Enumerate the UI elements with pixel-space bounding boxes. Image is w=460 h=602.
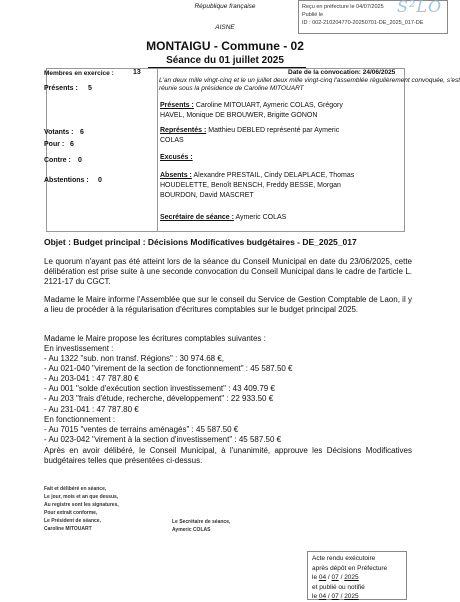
paragraph-conclusion: Après en avoir délibéré, le Conseil Municipal, à l'unanimité, approuve les Décisions Modificatives budgétaires telles que présentées ci-dessus. [44, 446, 412, 465]
presents-names-2: HAVEL, Monique DE BROUWER, Brigitte GONON [160, 112, 318, 119]
convocation-intro [159, 77, 460, 93]
convocation-intro-line-2: réunie sous la présidence de Caroline MITOUART [159, 85, 304, 92]
convocation-intro-line-1: L'an deux mille vingt-cinq et le un juillet deux mille vingt-cinq l'assemblée régulièrement convoquée, s'est [159, 77, 460, 84]
stamp-line-id: ID : 002-210204770-20250701-DE_2025_017-DE [302, 20, 424, 26]
paragraph-proposal: Madame le Maire propose les écritures comptables suivantes : [44, 334, 266, 343]
secretaire-heading: Secrétaire de séance : [160, 214, 234, 221]
ecriture-line: - Au 021-040 "virement de la section de fonctionnement" : 45 587.50 € [44, 364, 293, 374]
signature-line: Pour extrait conforme, [44, 510, 98, 517]
ecritures-list [44, 344, 412, 445]
stamp-line-received: Reçu en préfecture le 04/07/2025 [302, 4, 384, 10]
secretaire-block [160, 213, 286, 223]
ecriture-line: - Au 203 "frais d'étude, recherche, développement" : 22 933.50 € [44, 394, 274, 404]
acte-line-4: et publié ou notifié [312, 583, 365, 591]
pour-value: 6 [70, 141, 74, 148]
ecriture-line: En fonctionnement : [44, 414, 116, 424]
contre-label: Contre : [44, 157, 71, 164]
secretary-name: Aymeric COLAS [172, 527, 211, 533]
stamp-line-published: Publié le [302, 12, 324, 18]
deliberation-subject: Objet : Budget principal : Décisions Modificatives budgétaires - DE_2025_017 [44, 237, 357, 247]
commune-title: MONTAIGU - Commune - 02 [146, 39, 304, 53]
signature-line: Fait et délibéré en séance, [44, 486, 107, 492]
presents-names-1: Caroline MITOUART, Aymeric COLAS, Grégory [195, 102, 343, 109]
reception-stamp [298, 0, 448, 34]
members-panel [46, 68, 158, 232]
acte-deposit-date: le 04 / 07 / 2025 [312, 574, 359, 581]
excuses-block [160, 153, 193, 163]
presents-count-label: Présents : [44, 85, 78, 92]
members-in-office-label: Membres en exercice : [44, 70, 114, 77]
votants-value: 6 [80, 129, 84, 136]
representes-names-2: COLAS [160, 137, 184, 144]
acte-publication-date: le 04 / 07 / 2025 [312, 593, 359, 600]
contre-value: 0 [78, 157, 82, 164]
absents-block [160, 171, 404, 201]
representes-heading: Représentés : [160, 127, 207, 134]
votants-label: Votants : [44, 129, 74, 136]
abstentions-label: Abstentions : [44, 177, 89, 184]
abstentions-value: 0 [98, 177, 102, 184]
president-signature-block [44, 485, 119, 534]
members-in-office-value: 13 [133, 69, 141, 76]
absents-names-1: Alexandre PRESTAIL, Cindy DELAPLACE, Thomas [193, 172, 355, 179]
republique-label: République française [194, 3, 256, 10]
representes-block [160, 126, 404, 146]
s2lo-logo: S²LO [397, 0, 443, 16]
excuses-heading: Excusés : [160, 154, 193, 161]
signature-line: Le Président de séance, [44, 518, 101, 525]
executory-act-box [307, 551, 407, 600]
secretary-title: Le Secrétaire de séance, [172, 519, 231, 525]
signature-line: Au registre sont les signatures, [44, 502, 119, 509]
secretary-signature-block [172, 518, 230, 534]
absents-names-2: HOUDELETTE, Benoît BENSCH, Freddy BESSE, Morgan [160, 182, 341, 189]
convocation-date: Date de la convocation: 24/06/2025 [288, 69, 396, 76]
acte-line-1: Acte rendu exécutoire [312, 555, 376, 562]
pour-label: Pour : [44, 141, 65, 148]
ecriture-line: - Au 231-041 : 47 787.80 € [44, 404, 139, 414]
signature-line: Le jour, mois et an que dessus, [44, 494, 119, 501]
acte-line-2: après dépôt en Préfecture [312, 564, 388, 572]
absents-names-3: BOURDON, David MASCRET [160, 192, 254, 199]
presents-block [160, 101, 404, 121]
ecriture-line: - Au 203-041 : 47 787.80 € [44, 374, 139, 384]
ecriture-line: - Au 1322 "sub. non transf. Régions" : 30 974.68 €, [44, 354, 225, 364]
ecriture-line: - Au 7015 "ventes de terrains aménagés" : 45 587.50 € [44, 424, 239, 434]
ecriture-line: - Au 023-042 "virement à la section d'investissement" : 45 587.50 € [44, 434, 282, 444]
seance-date: Séance du 01 juillet 2025 [166, 55, 284, 66]
departement-label: AISNE [215, 24, 235, 31]
paragraph-quorum: Le quorum n'ayant pas été atteint lors de la séance du Conseil Municipal en date du 23/06/2025, cette délibération est prise suite à une seconde convocation du Conseil Municipal dans le cadre de l'article L. 2121-17 du CGCT. [44, 257, 412, 286]
representes-names-1: Matthieu DEBLED représenté par Aymeric [208, 127, 340, 134]
president-name: Caroline MITOUART [44, 526, 92, 533]
secretaire-name: Aymeric COLAS [235, 214, 287, 221]
ecriture-line: En investissement : [44, 344, 114, 353]
paragraph-context: Madame le Maire informe l'Assemblée que sur le conseil du Service de Gestion Comptable de Laon, il y a lieu de procéder à la régularisation d'écritures comptables sur le budget principal 2025. [44, 295, 412, 314]
presents-heading: Présents : [160, 102, 194, 109]
absents-heading: Absents : [160, 172, 192, 179]
presents-count-value: 5 [88, 85, 92, 92]
ecriture-line: - Au 001 "solde d'exécution section investissement" : 43 409.79 € [44, 384, 275, 394]
